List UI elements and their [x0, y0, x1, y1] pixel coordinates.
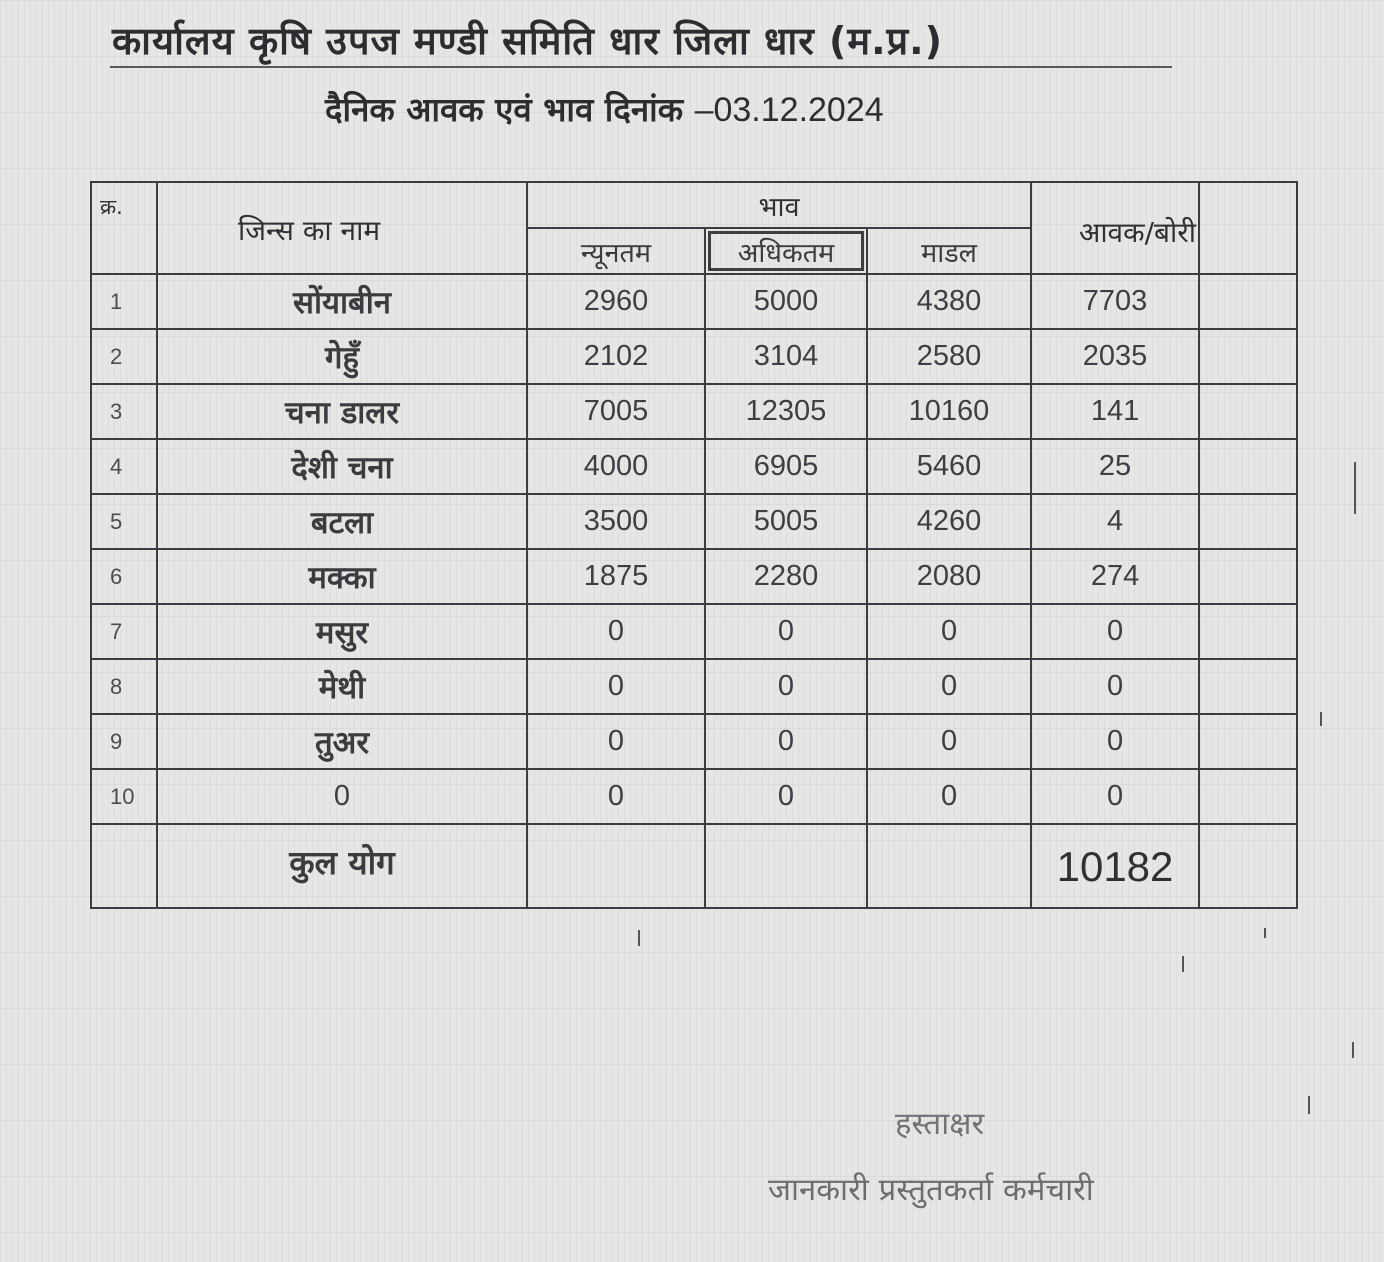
min-price: 0 [527, 659, 705, 714]
paper-mark [1352, 1042, 1354, 1058]
commodity-name: 0 [157, 769, 527, 824]
commodity-name: मक्का [157, 549, 527, 604]
commodity-name: देशी चना [157, 439, 527, 494]
table-row [91, 439, 1297, 494]
signature-label: हस्ताक्षर [895, 1106, 985, 1142]
max-price: 0 [705, 714, 867, 769]
max-price: 3104 [705, 329, 867, 384]
row-number: 4 [91, 439, 157, 494]
row-number: 9 [91, 714, 157, 769]
arrival-bags: 25 [1031, 439, 1199, 494]
min-price: 0 [527, 769, 705, 824]
header-row [91, 182, 1297, 228]
max-price: 0 [705, 659, 867, 714]
empty-cell [1199, 384, 1297, 439]
header-empty-cell [1199, 182, 1297, 274]
min-price: 0 [527, 604, 705, 659]
commodity-name: चना डालर [157, 384, 527, 439]
modal-price: 0 [867, 604, 1031, 659]
commodity-name: बटला [157, 494, 527, 549]
min-price: 0 [527, 714, 705, 769]
modal-price: 4260 [867, 494, 1031, 549]
arrival-bags: 4 [1031, 494, 1199, 549]
max-price: 5005 [705, 494, 867, 549]
row-number: 7 [91, 604, 157, 659]
paper-mark [1308, 1096, 1310, 1114]
max-price: 6905 [705, 439, 867, 494]
empty-cell [1199, 659, 1297, 714]
arrival-bags: 0 [1031, 769, 1199, 824]
empty-cell [1199, 494, 1297, 549]
office-title: कार्यालय कृषि उपज मण्डी समिति धार जिला धार (म.प्र.) [112, 19, 943, 63]
max-price: 5000 [705, 274, 867, 329]
modal-price: 2080 [867, 549, 1031, 604]
row-number: 2 [91, 329, 157, 384]
min-price: 1875 [527, 549, 705, 604]
max-price: 12305 [705, 384, 867, 439]
total-label: कुल योग [157, 824, 527, 908]
modal-price: 0 [867, 659, 1031, 714]
modal-price: 0 [867, 769, 1031, 824]
paper-mark [638, 930, 640, 946]
header-max: अधिकतम [705, 228, 867, 274]
modal-price: 2580 [867, 329, 1031, 384]
row-number: 10 [91, 769, 157, 824]
total-row [91, 824, 1297, 908]
empty-cell [1199, 549, 1297, 604]
total-empty-max [705, 824, 867, 908]
commodity-name: मेथी [157, 659, 527, 714]
header-modal: माडल [867, 228, 1031, 274]
commodity-name: तुअर [157, 714, 527, 769]
table-row [91, 384, 1297, 439]
max-price: 0 [705, 769, 867, 824]
paper-mark [1182, 956, 1184, 972]
paper-mark [1264, 928, 1266, 938]
empty-cell [1199, 604, 1297, 659]
empty-cell [1199, 274, 1297, 329]
row-number: 6 [91, 549, 157, 604]
report-date: –03.12.2024 [694, 91, 884, 129]
min-price: 4000 [527, 439, 705, 494]
arrival-bags: 0 [1031, 604, 1199, 659]
max-price: 0 [705, 604, 867, 659]
table-row [91, 494, 1297, 549]
empty-cell [1199, 439, 1297, 494]
arrival-bags: 274 [1031, 549, 1199, 604]
daily-rates-table [90, 181, 1298, 909]
table-row [91, 769, 1297, 824]
arrival-bags: 2035 [1031, 329, 1199, 384]
header-price-group: भाव [527, 182, 1031, 228]
arrival-bags: 0 [1031, 714, 1199, 769]
total-arrival: 10182 [1031, 824, 1199, 908]
table-row [91, 329, 1297, 384]
modal-price: 5460 [867, 439, 1031, 494]
row-number: 3 [91, 384, 157, 439]
arrival-bags: 141 [1031, 384, 1199, 439]
table-row [91, 604, 1297, 659]
header-serial: क्र. [91, 182, 157, 274]
total-empty-min [527, 824, 705, 908]
paper-mark [1354, 462, 1356, 514]
min-price: 2102 [527, 329, 705, 384]
min-price: 3500 [527, 494, 705, 549]
modal-price: 0 [867, 714, 1031, 769]
empty-cell [1199, 329, 1297, 384]
header-min: न्यूनतम [527, 228, 705, 274]
modal-price: 10160 [867, 384, 1031, 439]
commodity-name: गेहुँ [157, 329, 527, 384]
empty-cell [1199, 714, 1297, 769]
total-empty-serial [91, 824, 157, 908]
table-row [91, 659, 1297, 714]
table-row [91, 714, 1297, 769]
total-empty-cell [1199, 824, 1297, 908]
title-underline [110, 66, 1172, 68]
table-row [91, 274, 1297, 329]
min-price: 7005 [527, 384, 705, 439]
subtitle-label: दैनिक आवक एवं भाव दिनांक [325, 90, 684, 129]
table-row [91, 549, 1297, 604]
total-empty-modal [867, 824, 1031, 908]
signatory-role: जानकारी प्रस्तुतकर्ता कर्मचारी [768, 1172, 1094, 1208]
max-price: 2280 [705, 549, 867, 604]
row-number: 8 [91, 659, 157, 714]
commodity-name: मसुर [157, 604, 527, 659]
row-number: 1 [91, 274, 157, 329]
report-subtitle [325, 86, 884, 131]
empty-cell [1199, 769, 1297, 824]
header-commodity: जिन्स का नाम [157, 182, 527, 274]
modal-price: 4380 [867, 274, 1031, 329]
paper-mark [1320, 712, 1322, 726]
row-number: 5 [91, 494, 157, 549]
commodity-name: सोंयाबीन [157, 274, 527, 329]
arrival-bags: 7703 [1031, 274, 1199, 329]
min-price: 2960 [527, 274, 705, 329]
header-arrival: आवक/बोरी [1031, 182, 1199, 274]
arrival-bags: 0 [1031, 659, 1199, 714]
